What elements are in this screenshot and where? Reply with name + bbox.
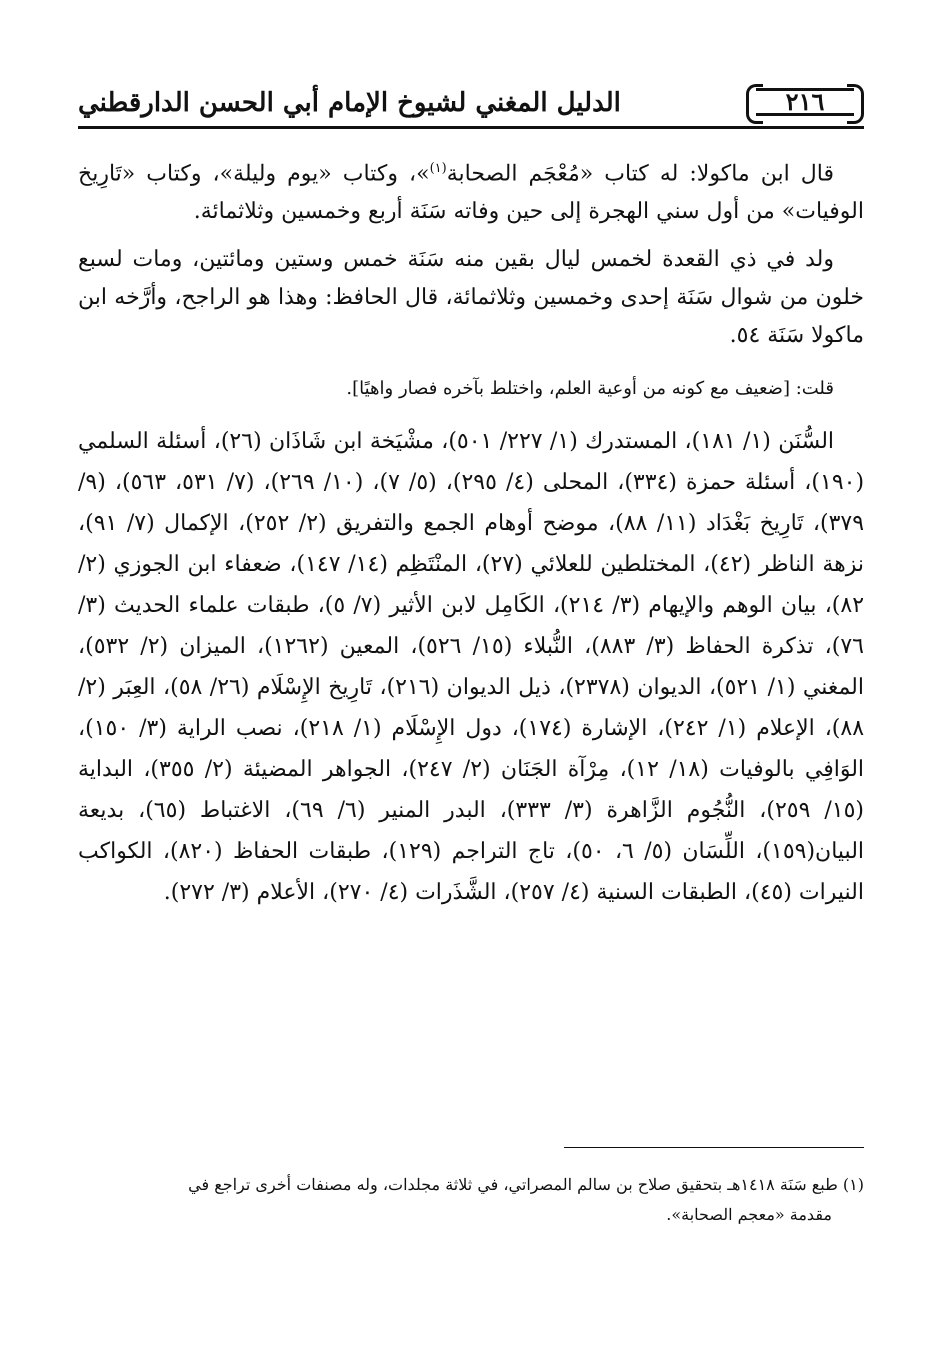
para1-text-b: »، وكتاب «يوم وليلة»، وكتاب «تَارِيخ الوفيات» من أول سني الهجرة إلى حين وفاته سَنَة أربع وخمسين وثلاثمائة. [78, 161, 864, 225]
paragraph-ibn-makula [78, 150, 864, 231]
verdict-note: قلت: [ضعيف مع كونه من أوعية العلم، واختلط بآخره فصار واهيًا]. [346, 378, 834, 400]
footnote-divider [564, 1147, 864, 1148]
main-text [78, 150, 864, 913]
page-header [78, 82, 864, 132]
running-title: الدليل المغني لشيوخ الإمام أبي الحسن الدارقطني [78, 88, 621, 118]
para1-text-a: قال ابن ماكولا: له كتاب «مُعْجَم الصحابة [446, 161, 834, 187]
page-number-frame [746, 84, 864, 120]
sources-list: السُّنَن (١/ ١٨١)، المستدرك (١/ ٢٢٧/ ٥٠١)، مشْيَخة ابن شَاذَان (٢٦)، أسئلة السلمي (١٩٠)، أسئلة حمزة (٣٣٤)، المحلى (٤/ ٢٩٥)، (٥/ ٧)، (١٠/ ٢٦٩)، (٧/ ٥٣١، ٥٦٣)، (٩/ ٣٧٩)، تَارِيخ بَغْدَاد (١١/ ٨٨)، موضح أوهام الجمع والتفريق (٢/ ٢٥٢)، الإكمال (٧/ ٩١)، نزهة الناظر (٤٢)، المختلطين للعلائي (٢٧)، المنْتَظِم (١٤/ ١٤٧)، ضعفاء ابن الجوزي (٢/ ٨٢)، بيان الوهم والإيهام (٣/ ٢١٤)، الكَامِل لابن الأثير (٧/ ٥)، طبقات علماء الحديث (٣/ ٧٦)، تذكرة الحفاظ (٣/ ٨٨٣)، النُّبلاء (١٥/ ٥٢٦)، المعين (١٢٦٢)، الميزان (٢/ ٥٣٢)، المغني (١/ ٥٢١)، الديوان (٢٣٧٨)، ذيل الديوان (٢١٦)، تَارِيخ الإِسْلَام (٢٦/ ٥٨)، العِبَر (٢/ ٨٨)، الإعلام (١/ ٢٤٢)، الإشارة (١٧٤)، دول الإِسْلَام (١/ ٢١٨)، نصب الراية (٣/ ١٥٠)، الوَافِي بالوفيات (١٨/ ١٢)، مِرْآة الجَنَان (٢/ ٢٤٧)، الجواهر المضيئة (٢/ ٣٥٥)، البداية (١٥/ ٢٥٩)، النُّجُوم الزَّاهرة (٣/ ٣٣٣)، البدر المنير (٦/ ٦٩)، الاغتباط (٦٥)، بديعة البيان(١٥٩)، اللِّسَان (٥/ ٦، ٥٠)، تاج التراجم (١٢٩)، طبقات الحفاظ (٨٢٠)، الكواكب النيرات (٤٥)، الطبقات السنية (٤/ ٢٥٧)، الشَّذَرات (٤/ ٢٧٠)، الأعلام (٣/ ٢٧٢). [78, 429, 865, 906]
footnote-reference: (١) [429, 161, 447, 176]
frame-right-bracket [847, 84, 864, 124]
footnote-line-2: مقدمة «معجم الصحابة». [666, 1205, 832, 1224]
frame-left-bracket [746, 84, 763, 124]
footnote-line-1: (١) طبع سَنَة ١٤١٨هـ بتحقيق صلاح بن سالم المصراتي، في ثلاثة مجلدات، وله مصنفات أخرى تراجع في [188, 1175, 864, 1194]
paragraph-birth-death: ولد في ذي القعدة لخمس ليال بقين منه سَنَة خمس وستين ومائتين، ومات لسبع خلون من شوال سَنَة إحدى وخمسين وثلاثمائة، قال الحافظ: وهذا هو الراجح، وأرَّخه ابن ماكولا سَنَة ٥٤. [78, 247, 864, 349]
header-divider [78, 126, 864, 129]
page-number: ٢١٦ [785, 87, 825, 116]
footnote [78, 1170, 864, 1230]
